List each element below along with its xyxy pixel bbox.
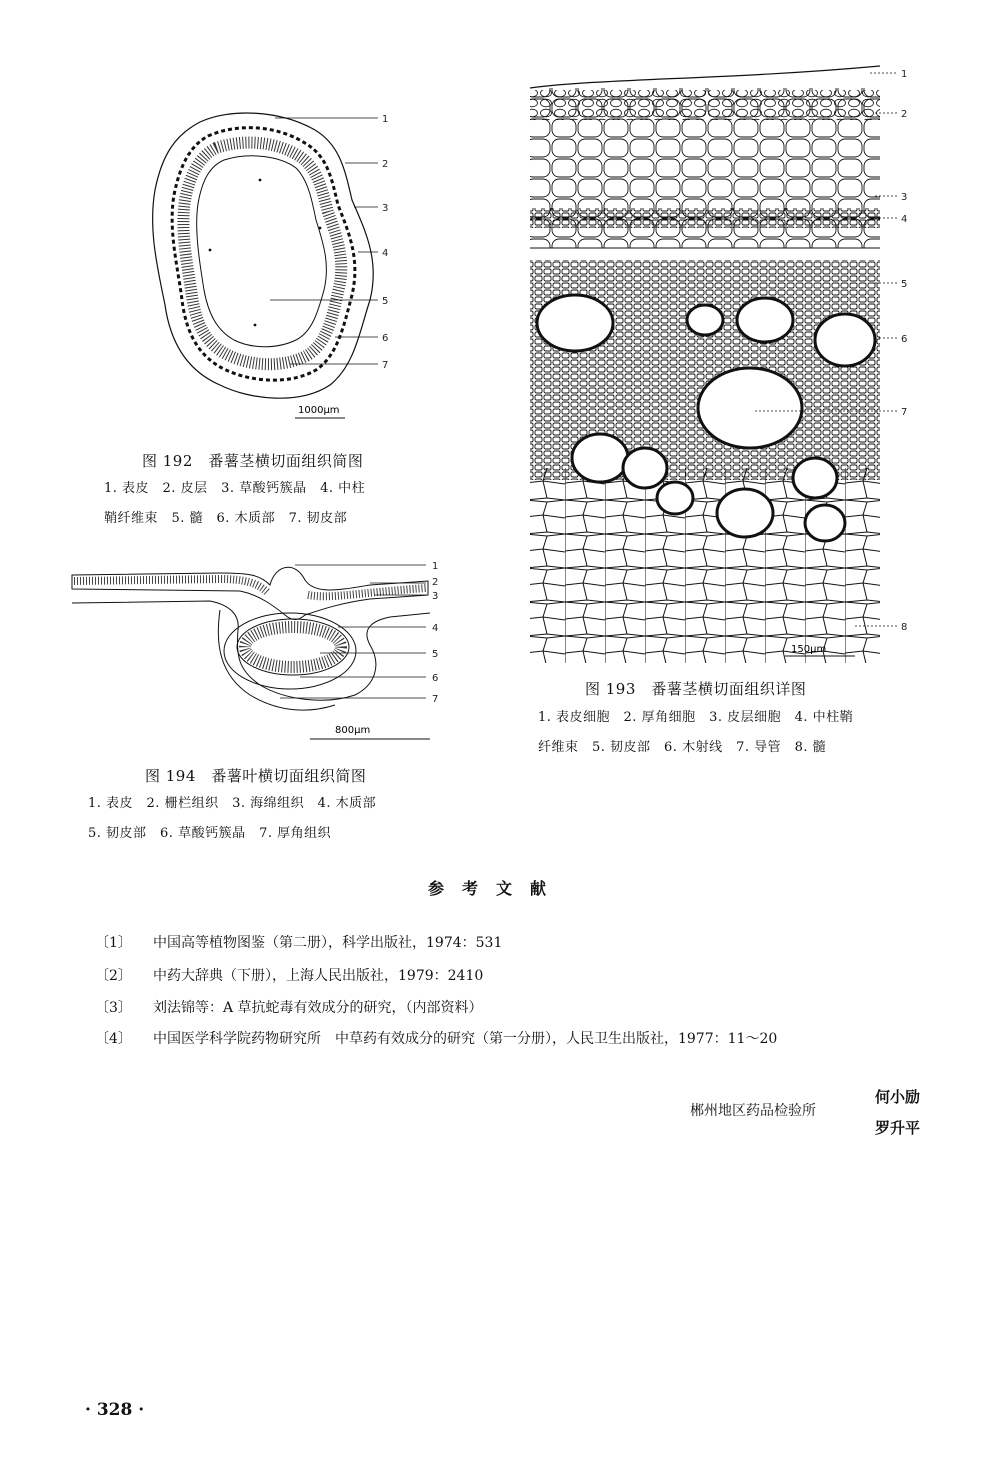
- fig194-legend-line1: 1. 表皮 2. 栅栏组织 3. 海绵组织 4. 木质部: [88, 796, 377, 811]
- fig193-label-7: 7: [901, 407, 908, 418]
- fig193-legend: [538, 703, 853, 763]
- fig194-label-6: 6: [432, 673, 439, 684]
- fig192-label-7: 7: [382, 360, 389, 371]
- fig193-label-6: 6: [901, 334, 908, 345]
- fig193-caption: 图 193 番薯茎横切面组织详图: [585, 680, 807, 698]
- fig192-legend-line2: 鞘纤维束 5. 髓 6. 木质部 7. 韧皮部: [104, 511, 348, 526]
- reference-text: 中药大辞典（下册），上海人民出版社，1979：2410: [153, 968, 484, 984]
- fig193-label-5: 5: [901, 279, 908, 290]
- fig193-label-3: 3: [901, 192, 908, 203]
- fig194-diagram: [70, 555, 450, 745]
- references-title: 参考文献: [428, 879, 565, 898]
- fig192-label-4: 4: [382, 248, 389, 259]
- fig193-scale: 150μm: [791, 644, 827, 655]
- author-name-1: 何小励: [875, 1088, 921, 1106]
- fig194-label-3: 3: [432, 591, 439, 602]
- fig193-diagram: [525, 58, 925, 668]
- fig194-xylem: [245, 627, 341, 667]
- reference-item: [95, 965, 955, 985]
- fig192-epidermis: [153, 113, 374, 398]
- author-name-2: 罗升平: [875, 1119, 921, 1137]
- fig194-label-5: 5: [432, 649, 439, 660]
- reference-text: 刘法锦等：A 草抗蛇毒有效成分的研究，（内部资料）: [153, 1000, 483, 1016]
- fig193-legend-line1: 1. 表皮细胞 2. 厚角细胞 3. 皮层细胞 4. 中柱鞘: [538, 710, 854, 725]
- reference-item: [95, 1028, 955, 1048]
- reference-text: 中国医学科学院药物研究所 中草药有效成分的研究（第一分册），人民卫生出版社，1977：11～20: [153, 1031, 778, 1047]
- reference-num: 〔1〕: [95, 935, 132, 951]
- fig194-legend: [88, 789, 376, 849]
- reference-text: 中国高等植物图鉴（第二册），科学出版社，1974：531: [153, 935, 503, 951]
- fig194-label-1: 1: [432, 561, 439, 572]
- fig192-label-1: 1: [382, 114, 389, 125]
- reference-num: 〔2〕: [95, 968, 132, 984]
- fig194-label-7: 7: [432, 694, 439, 705]
- fig194-caption: 图 194 番薯叶横切面组织简图: [145, 767, 367, 785]
- fig194-legend-line2: 5. 韧皮部 6. 草酸钙簇晶 7. 厚角组织: [88, 826, 332, 841]
- fig192-label-6: 6: [382, 333, 389, 344]
- fig193-label-8: 8: [901, 622, 908, 633]
- fig192-pith: [197, 156, 327, 347]
- author-institution: 郴州地区药品检验所: [690, 1103, 816, 1119]
- fig192-label-5: 5: [382, 296, 389, 307]
- fig193-legend-line2: 纤维束 5. 韧皮部 6. 木射线 7. 导管 8. 髓: [538, 740, 827, 755]
- fig192-label-2: 2: [382, 159, 389, 170]
- fig194-scale: 800μm: [335, 725, 371, 736]
- fig192-legend: [104, 474, 365, 534]
- fig194-spongy: [72, 601, 430, 700]
- fig192-caption: 图 192 番薯茎横切面组织简图: [142, 452, 364, 470]
- fig192-label-3: 3: [382, 203, 389, 214]
- fig193-vessel: [698, 368, 802, 448]
- page-number: · 328 ·: [85, 1400, 145, 1420]
- fig194-label-2: 2: [432, 577, 439, 588]
- fig192-scale: 1000μm: [298, 405, 340, 416]
- fig192-legend-line1: 1. 表皮 2. 皮层 3. 草酸钙簇晶 4. 中柱: [104, 481, 366, 496]
- fig193-label-4: 4: [901, 214, 908, 225]
- fig193-label-2: 2: [901, 109, 908, 120]
- fig194-label-4: 4: [432, 623, 439, 634]
- fig193-label-1: 1: [901, 69, 908, 80]
- fig192-diagram: [140, 100, 400, 430]
- reference-num: 〔3〕: [95, 1000, 132, 1016]
- reference-num: 〔4〕: [95, 1031, 132, 1047]
- reference-item: [95, 997, 955, 1017]
- reference-item: [95, 932, 955, 952]
